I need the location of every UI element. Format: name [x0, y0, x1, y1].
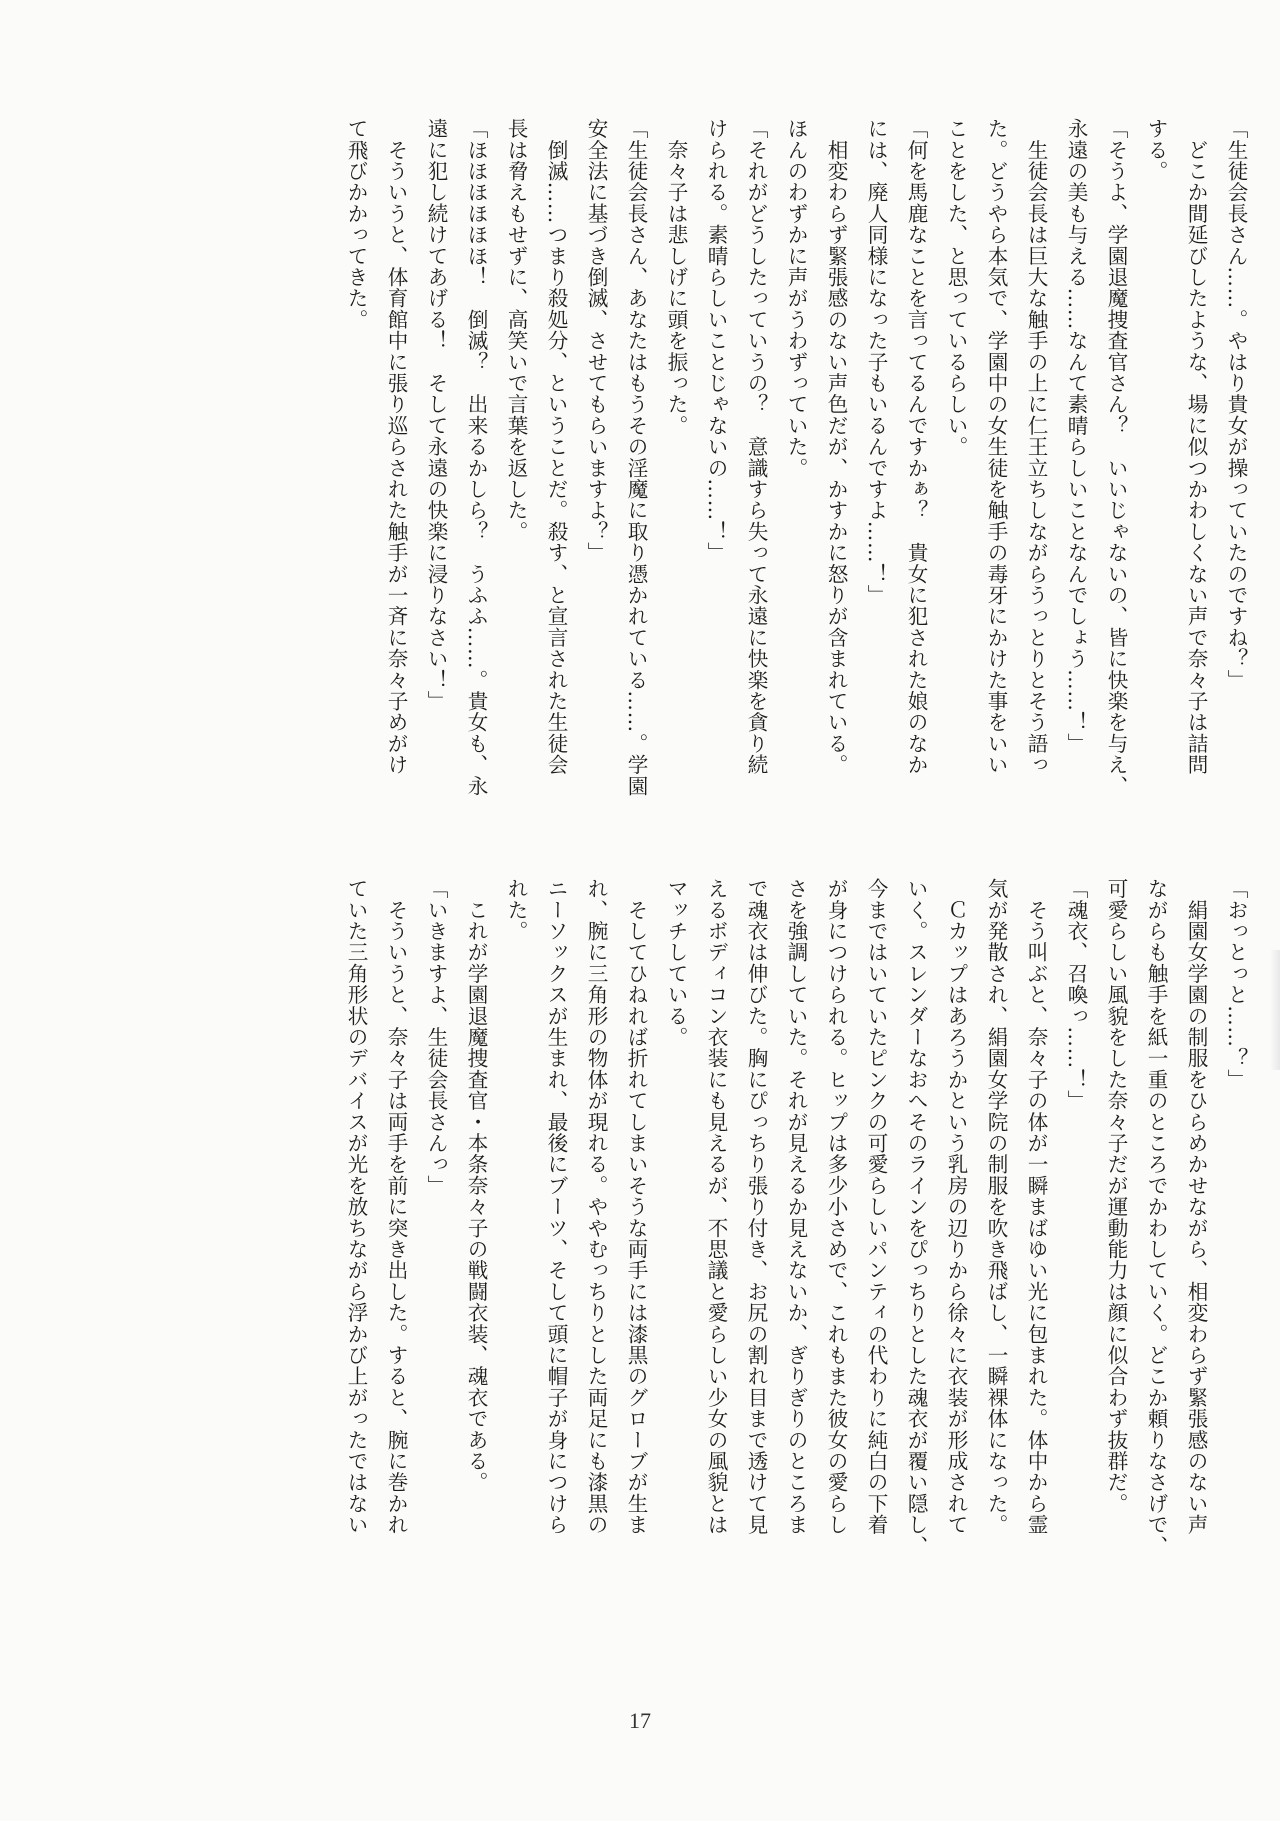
scan-edge-shadow — [1270, 950, 1280, 1070]
text-line: 可愛らしい風貌をした奈々子だが運動能力は顔に似合わず抜群だ。 — [1104, 878, 1128, 1514]
text-line: Ｃカップはあろうかという乳房の辺りから徐々に衣装が形成されて — [944, 878, 968, 1536]
text-line: で魂衣は伸びた。胸にぴっちり張り付き、お尻の割れ目まで透けて見 — [744, 878, 768, 1536]
text-line: れた。 — [504, 878, 528, 942]
text-line: 倒滅……つまり殺処分、ということだ。殺す、と宣言された生徒会 — [544, 118, 568, 776]
text-line: ニーソックスが生まれ、最後にブーツ、そして頭に帽子が身につけら — [544, 878, 568, 1536]
text-line: マッチしている。 — [664, 878, 688, 1048]
text-line: て飛びかかってきた。 — [344, 118, 368, 330]
text-line: 安全法に基づき倒滅、させてもらいますよ？」 — [584, 118, 608, 564]
text-line: 気が発散され、絹園女学院の制服を吹き飛ばし、一瞬裸体になった。 — [984, 878, 1008, 1536]
text-line: 生徒会長は巨大な触手の上に仁王立ちしながらうっとりとそう語っ — [1024, 118, 1048, 776]
text-line: れ、腕に三角形の物体が現れる。ややむっちりとした両足にも漆黒の — [584, 878, 608, 1536]
text-line: そしてひねれば折れてしまいそうな両手には漆黒のグローブが生ま — [624, 878, 648, 1536]
text-line: 「生徒会長さん……。やはり貴女が操っていたのですね？」 — [1224, 118, 1248, 691]
text-line: 遠に犯し続けてあげる！ そして永遠の快楽に浸りなさい！」 — [424, 118, 448, 712]
page-number: 17 — [629, 1708, 651, 1733]
text-line: ながらも触手を紙一重のところでかわしていく。どこか頼りなさげで、 — [1144, 878, 1168, 1557]
text-line: けられる。素晴らしいことじゃないの……！」 — [704, 118, 728, 564]
text-line: 「いきますよ、生徒会長さんっ」 — [424, 878, 448, 1196]
text-line: には、廃人同様になった子もいるんですよ……！」 — [864, 118, 888, 606]
text-line: 相変わらず緊張感のない声色だが、かすかに怒りが含まれている。 — [824, 118, 848, 776]
text-line: さを強調していた。それが見えるか見えないか、ぎりぎりのところま — [784, 878, 808, 1536]
text-line: これが学園退魔捜査官・本条奈々子の戦闘衣装、魂衣である。 — [464, 878, 488, 1493]
text-line: する。 — [1144, 118, 1168, 182]
text-line: いく。スレンダーなおへそのラインをぴっちりとした魂衣が覆い隠し、 — [904, 878, 928, 1557]
text-line: 「おっとっと……？」 — [1224, 878, 1248, 1090]
text-block-upper — [182, 118, 1256, 828]
text-line: 今まではいていたピンクの可愛らしいパンティの代わりに純白の下着 — [864, 878, 888, 1536]
text-line: 「生徒会長さん、あなたはもうその淫魔に取り憑かれている……。学園 — [624, 118, 648, 797]
text-line: 「そうよ、学園退魔捜査官さん？ いいじゃないの、皆に快楽を与え、 — [1104, 118, 1128, 797]
text-line: ほんのわずかに声がうわずっていた。 — [784, 118, 808, 479]
text-line: 奈々子は悲しげに頭を振った。 — [664, 118, 688, 436]
text-line: そう叫ぶと、奈々子の体が一瞬まばゆい光に包まれた。体中から霊 — [1024, 878, 1048, 1536]
text-line: そういうと、体育館中に張り巡らされた触手が一斉に奈々子めがけ — [384, 118, 408, 776]
text-line: 絹園女学園の制服をひらめかせながら、相変わらず緊張感のない声 — [1184, 878, 1208, 1536]
text-line: ことをした、と思っているらしい。 — [944, 118, 968, 458]
text-line: 永遠の美も与える……なんて素晴らしいことなんでしょう……！」 — [1064, 118, 1088, 754]
text-line: ていた三角形状のデバイスが光を放ちながら浮かび上がったではない — [344, 878, 368, 1536]
text-line: た。どうやら本気で、学園中の女生徒を触手の毒牙にかけた事をいい — [984, 118, 1008, 776]
text-line: 「魂衣、召喚っ……！」 — [1064, 878, 1088, 1112]
text-line: どこか間延びしたような、場に似つかわしくない声で奈々子は詰問 — [1184, 118, 1208, 776]
text-block-lower — [182, 878, 1256, 1708]
text-line: 長は脅えもせずに、高笑いで言葉を返した。 — [504, 118, 528, 542]
text-line: そういうと、奈々子は両手を前に突き出した。すると、腕に巻かれ — [384, 878, 408, 1536]
text-line: えるボディコン衣装にも見えるが、不思議と愛らしい少女の風貌とは — [704, 878, 728, 1536]
text-line: 「ほほほほほほ！ 倒滅？ 出来るかしら？ うふふ……。貴女も、永 — [464, 118, 488, 797]
text-line: 「何を馬鹿なことを言ってるんですかぁ？ 貴女に犯された娘のなか — [904, 118, 928, 776]
text-line: が身につけられる。ヒップは多少小さめで、これもまた彼女の愛らし — [824, 878, 848, 1536]
text-line: 「それがどうしたっていうの？ 意識すら失って永遠に快楽を貪り続 — [744, 118, 768, 776]
